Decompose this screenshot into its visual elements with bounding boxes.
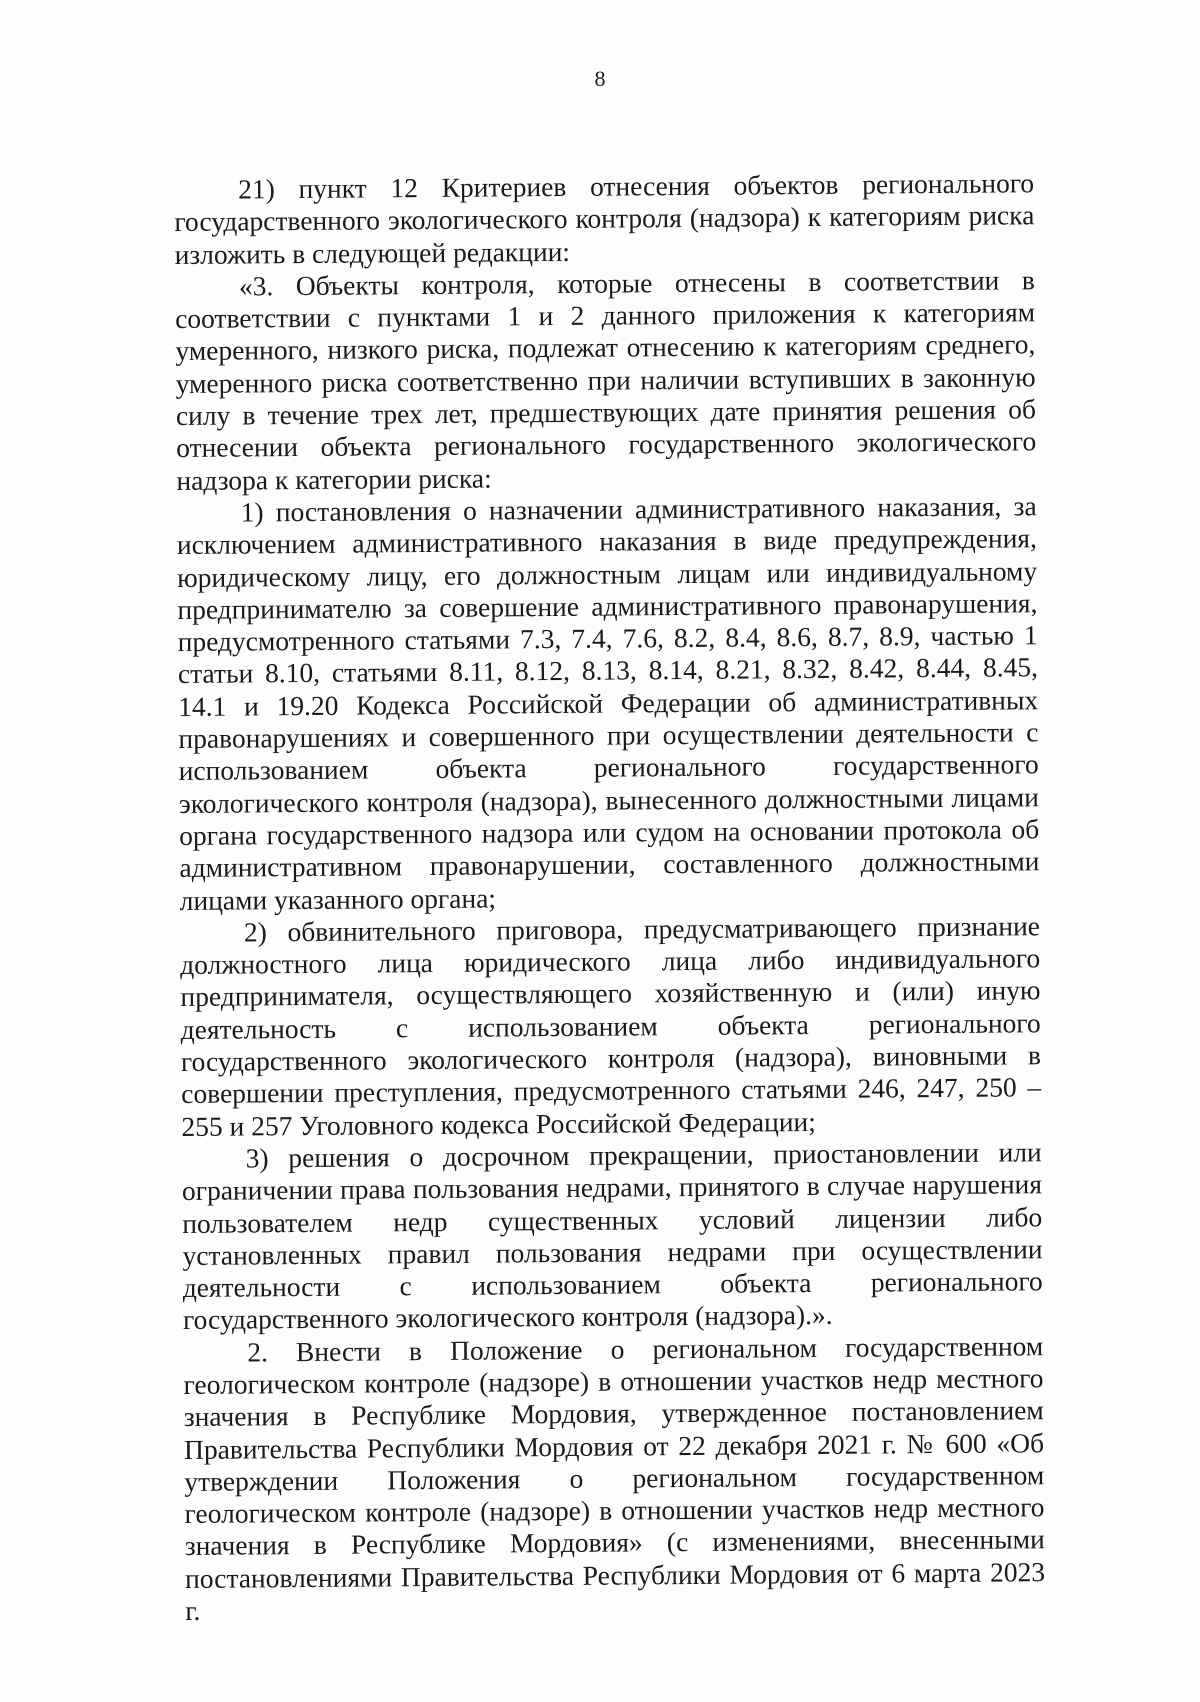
paragraph-item-21: 21) пункт 12 Критериев отнесения объектов регионального государственного экологического контроля (надзора) к категориям риска изложить в следующей редакции: [174,167,1035,270]
paragraph-subitem-2: 2) обвинительного приговора, предусматривающего признание должностного лица юридического лица либо индивидуального предпринимателя, осуществляющего хозяйственную и (или) иную деятельность с использованием объекта регионального государственного экологического контроля (надзора), виновными в совершении преступления, предусмотренного статьями 246, 247, 250 – 255 и 257 Уголовного кодекса Российской Федерации; [180,910,1042,1142]
page-number: 8 [594,66,606,91]
paragraph-amendment-2: 2. Внести в Положение о региональном государственном геологическом контроле (надзоре) в отношении участков недр местного значения в Республике Мордовия, утвержденное постановлением Правительства Республики Мордовия от 22 декабря 2021 г. № 600 «Об утверждении Положения о региональном государственном геологическом контроле (надзоре) в отношении участков недр местного значения в Республике Мордовия» (с изменениями, внесенными постановлениями Правительства Республики Мордовия от 6 марта 2023 г. [183,1329,1046,1627]
paragraph-subitem-1: 1) постановления о назначении административного наказания, за исключением административного наказания в виде предупреждения, юридическому лицу, его должностным лицам или индивидуальному предпринимателю за совершение административного правонарушения, предусмотренного статьями 7.3, 7.4, 7.6, 8.2, 8.4, 8.6, 8.7, 8.9, частью 1 статьи 8.10, статьями 8.11, 8.12, 8.13, 8.14, 8.21, 8.32, 8.42, 8.44, 8.45, 14.1 и 19.20 Кодекса Российской Федерации об административных правонарушениях и совершенного при осуществлении деятельности с использованием объекта регионального государственного экологического контроля (надзора), вынесенного должностными лицами органа государственного надзора или судом на основании протокола об административном правонарушении, составленного должностными лицами указанного органа; [176,490,1040,916]
document-body [174,167,1045,1627]
paragraph-risk-criteria: «3. Объекты контроля, которые отнесены в соответствии в соответствии с пунктами 1 и 2 данного приложения к категориям умеренного, низкого риска, подлежат отнесению к категориям среднего, умеренного риска соответственно при наличии вступивших в законную силу в течение трех лет, предшествующих дате принятия решения об отнесении объекта регионального государственного экологического надзора к категории риска: [175,264,1037,496]
paragraph-subitem-3: 3) решения о досрочном прекращении, приостановлении или ограничении права пользования недрами, принятого в случае нарушения пользователем недр существенных условий лицензии либо установленных правил пользования недрами при осуществлении деятельности с использованием объекта регионального государственного экологического контроля (надзора).». [181,1136,1043,1336]
